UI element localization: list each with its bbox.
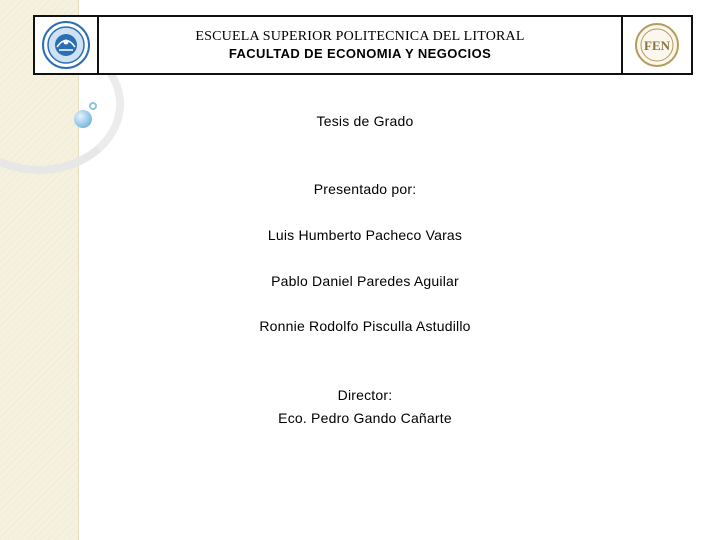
faculty-name: FACULTAD DE ECONOMIA Y NEGOCIOS [228,46,492,61]
institution-name: ESCUELA SUPERIOR POLITECNICA DEL LITORAL [195,29,525,44]
author-name: Luis Humberto Pacheco Varas [267,227,463,243]
fen-logo-icon [634,22,680,68]
header-frame [33,15,693,75]
decorative-dot-small [89,102,97,110]
author-name: Pablo Daniel Paredes Aguilar [271,273,459,289]
author-name: Ronnie Rodolfo Pisculla Astudillo [259,318,471,334]
director-name: Eco. Pedro Gando Cañarte [278,410,452,426]
director-label: Director: [337,387,393,403]
espol-seal-icon [41,20,91,70]
decorative-dot-large [74,110,92,128]
right-logo-box [621,17,691,73]
fen-logo-text: FEN [644,38,670,53]
thesis-label: Tesis de Grado [316,113,414,129]
header-titles [99,17,621,73]
left-logo-box [35,17,99,73]
presented-by-label: Presentado por: [313,181,417,197]
